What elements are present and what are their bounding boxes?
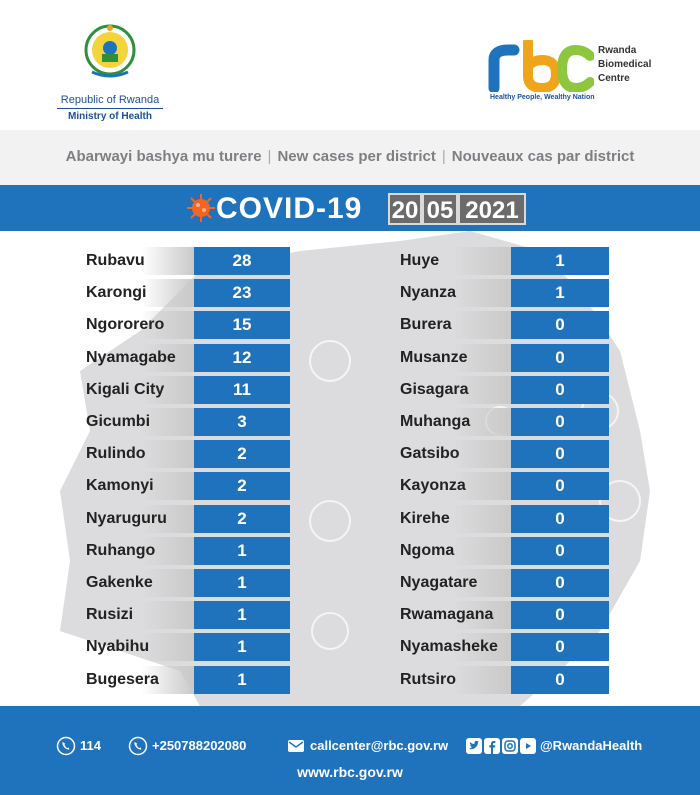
district-name: Kirehe [380, 505, 511, 533]
district-cases: 1 [194, 601, 290, 629]
district-name: Gisagara [380, 376, 511, 404]
subtitle-french: Nouveaux cas par district [451, 148, 635, 165]
district-cases: 1 [194, 569, 290, 597]
district-name: Kigali City [78, 376, 194, 404]
district-name: Ngoma [380, 537, 511, 565]
phone-number: +250788202080 [152, 738, 247, 753]
district-cases: 0 [511, 440, 609, 468]
district-name: Gicumbi [78, 408, 194, 436]
district-cases: 12 [194, 344, 290, 372]
instagram-icon[interactable] [502, 738, 518, 754]
district-name: Burera [380, 311, 511, 339]
subtitle-separator: | [267, 148, 272, 165]
virus-icon [186, 193, 216, 223]
rbc-name-line3: Centre [598, 73, 630, 84]
district-cases: 2 [194, 472, 290, 500]
district-name: Rubavu [78, 247, 194, 275]
rwanda-emblem-icon [80, 20, 140, 86]
district-name: Nyagatare [380, 569, 511, 597]
district-name: Nyaruguru [78, 505, 194, 533]
phone-icon [128, 736, 148, 756]
district-cases: 1 [194, 666, 290, 694]
district-cases: 0 [511, 344, 609, 372]
social-handle: @RwandaHealth [540, 738, 643, 753]
government-name: Republic of Rwanda [57, 94, 163, 109]
district-name: Gatsibo [380, 440, 511, 468]
district-cases: 0 [511, 633, 609, 661]
district-name: Huye [380, 247, 511, 275]
district-cases: 23 [194, 279, 290, 307]
rbc-tagline: Healthy People, Wealthy Nation [490, 94, 595, 101]
facebook-icon[interactable] [484, 738, 500, 754]
district-cases: 0 [511, 408, 609, 436]
district-cases: 0 [511, 537, 609, 565]
subtitle-english: New cases per district [277, 148, 436, 165]
district-name: Nyamagabe [78, 344, 194, 372]
phone-contact[interactable] [128, 736, 246, 756]
district-cases: 0 [511, 505, 609, 533]
district-cases: 2 [194, 505, 290, 533]
district-name: Nyanza [380, 279, 511, 307]
subtitle-kinyarwanda: Abarwayi bashya mu turere [65, 148, 262, 165]
district-cases: 0 [511, 472, 609, 500]
date-month: 05 [422, 193, 458, 225]
rbc-name-line2: Biomedical [598, 59, 652, 70]
date-day: 20 [388, 193, 422, 225]
district-name: Kamonyi [78, 472, 194, 500]
district-name: Nyabihu [78, 633, 194, 661]
district-cases: 1 [511, 247, 609, 275]
district-cases: 1 [511, 279, 609, 307]
government-logo-block [40, 20, 180, 122]
date-year: 2021 [458, 193, 526, 225]
hotline-number: 114 [80, 738, 101, 753]
district-name: Bugesera [78, 666, 194, 694]
district-name: Ruhango [78, 537, 194, 565]
district-cases: 1 [194, 537, 290, 565]
ministry-name: Ministry of Health [68, 111, 152, 122]
subtitle [0, 148, 700, 165]
subtitle-separator: | [441, 148, 446, 165]
district-name: Nyamasheke [380, 633, 511, 661]
district-name: Gakenke [78, 569, 194, 597]
hotline-contact[interactable] [56, 736, 101, 756]
covid-title: COVID-19 [216, 192, 363, 225]
district-cases: 0 [511, 376, 609, 404]
rbc-name [598, 44, 651, 86]
youtube-icon[interactable] [520, 738, 536, 754]
rbc-logo-block [488, 40, 668, 110]
rbc-name-line1: Rwanda [598, 45, 637, 56]
district-name: Ngororero [78, 311, 194, 339]
phone-icon [56, 736, 76, 756]
district-cases: 3 [194, 408, 290, 436]
district-cases: 28 [194, 247, 290, 275]
district-cases: 0 [511, 666, 609, 694]
district-name: Muhanga [380, 408, 511, 436]
email-icon [286, 736, 306, 756]
rbc-logo-icon [488, 40, 594, 92]
district-name: Kayonza [380, 472, 511, 500]
district-cases: 15 [194, 311, 290, 339]
district-cases: 0 [511, 311, 609, 339]
email-address: callcenter@rbc.gov.rw [310, 738, 449, 753]
social-contact[interactable] [466, 736, 642, 756]
district-name: Rutsiro [380, 666, 511, 694]
district-name: Musanze [380, 344, 511, 372]
district-cases: 0 [511, 569, 609, 597]
district-name: Rwamagana [380, 601, 511, 629]
website-link[interactable]: www.rbc.gov.rw [297, 764, 403, 780]
district-cases: 0 [511, 601, 609, 629]
email-contact[interactable] [286, 736, 448, 756]
district-name: Karongi [78, 279, 194, 307]
district-cases: 11 [194, 376, 290, 404]
twitter-icon[interactable] [466, 738, 482, 754]
district-name: Rusizi [78, 601, 194, 629]
district-cases: 2 [194, 440, 290, 468]
header [0, 0, 700, 130]
district-cases: 1 [194, 633, 290, 661]
district-name: Rulindo [78, 440, 194, 468]
